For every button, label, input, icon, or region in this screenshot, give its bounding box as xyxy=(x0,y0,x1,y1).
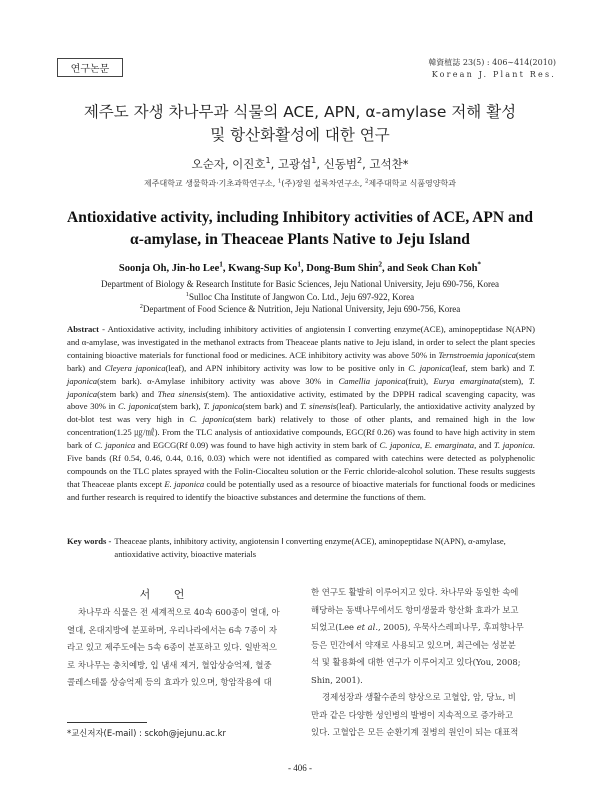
author-kr-1: 오순자, 이진호 xyxy=(191,157,266,171)
body-left-column xyxy=(67,604,292,692)
body-line: 등은 민간에서 약재로 사용되고 있으며, 최근에는 성분분 xyxy=(311,639,516,650)
species-name: C. japonica xyxy=(94,440,136,451)
footnote-rule xyxy=(67,722,147,723)
author-en-3: , Dong-Bum Shin xyxy=(301,263,379,274)
affil-kr-2: (주)장원 설록차연구소, xyxy=(281,179,365,188)
affil-en-line2 xyxy=(20,291,580,304)
abstract-text: - Antioxidative activity, including inhibitory activities of angiotensin I converting enzyme(ACE), aminopeptidase N(APN) and α-amylase, was investigated in the methanol extracts from Theaceae plants native to Jeju island, in order to select the plant species containing bioactive materials for functional food or medicines. ACE inhibitory activity was above 50% in xyxy=(67,324,535,360)
affil-kr-1: 제주대학교 생물학과·기초과학연구소, xyxy=(144,179,278,188)
author-en-2-sup: 1 xyxy=(297,259,301,269)
species-name: Eurya emarginata xyxy=(433,375,500,386)
english-authors xyxy=(0,259,600,274)
abstract-label: Abstract xyxy=(67,324,99,334)
species-name: C. japonica xyxy=(117,401,159,412)
korean-title-line2: 및 항산화활성에 대한 연구 xyxy=(210,126,390,144)
author-kr-2: , 고광섭 xyxy=(270,157,312,171)
corresponding-author-footnote: *교신저자(E-mail) : sckoh@jejunu.ac.kr xyxy=(67,728,226,738)
affil-en-line1: Department of Biology & Research Institute for Basic Sciences, Jeju National University, Jeju 690-756, Korea xyxy=(100,279,500,289)
citation-etal: et al. xyxy=(356,622,379,632)
body-line: 로 차나무는 충치예방, 입 냄새 제거, 혈압상승억제, 혈중 xyxy=(67,659,272,670)
body-line: 해당하는 동백나무에서도 항미생물과 항산화 효과가 보고 xyxy=(311,604,519,615)
affil-en-line3-text: Department of Food Science & Nutrition, Jeju National University, Jeju 690-756, Korea xyxy=(142,304,461,314)
english-title xyxy=(30,207,570,251)
abstract-text: and xyxy=(476,440,494,451)
affil-kr-3: 제주대학교 식품영양학과 xyxy=(368,179,456,188)
abstract-text: (leaf). Particularly, the antioxidative activity analyzed by dot-blot test was very high in xyxy=(67,401,536,425)
species-name: T. sinensis xyxy=(300,401,337,412)
species-name: Thea sinensis xyxy=(157,388,206,399)
journal-name: Korean J. Plant Res. xyxy=(431,70,556,79)
author-kr-3: , 신동범 xyxy=(316,157,357,171)
author-kr-1-sup: 1 xyxy=(265,156,271,166)
author-en-4: , and Seok Chan Koh xyxy=(382,263,478,274)
body-line: 콜레스테롤 상승억제 등의 효과가 있으며, 항암작용에 대 xyxy=(67,677,272,687)
journal-reference xyxy=(428,57,556,81)
author-en-4-sup: * xyxy=(477,259,482,269)
abstract-text: (stem bark) relatively to those of other plants, and remained high in the low concentration(1.25 ㎍/㎖). From the TLC analysis of antioxidative compounds, EGC(Rf 0.26) was found to have high activity in stem bark of xyxy=(67,414,535,451)
body-text: , 2005), 우묵사스레피나무, 후피향나무 xyxy=(378,622,524,632)
abstract-text: (leaf), and APN inhibitory activity was low to be positive only in xyxy=(165,362,409,373)
affil-kr-sup1: 1 xyxy=(277,178,282,185)
species-name: T. japonica. xyxy=(493,440,536,451)
author-kr-4: , 고석찬* xyxy=(362,157,409,171)
author-en-1-sup: 1 xyxy=(219,259,223,269)
body-right-column xyxy=(311,584,536,742)
species-name: C. japonica xyxy=(408,362,450,373)
journal-volume: 韓資植誌 23(5) : 406∼414(2010) xyxy=(428,58,556,67)
abstract-text: (stem). The antioxidative activity, estimated by the DPPH radical scavenging capacity, was above 30% in xyxy=(67,388,535,412)
korean-affiliation xyxy=(0,178,600,189)
body-line: 경제성장과 생활수준의 향상으로 고혈압, 암, 당뇨, 비 xyxy=(322,692,516,702)
abstract-text: (stem bark) and xyxy=(67,349,535,373)
body-line: 열대, 온대지방에 분포하며, 우리나라에서는 6속 7종이 자 xyxy=(67,624,277,635)
section-title: 서 언 xyxy=(139,588,195,601)
abstract-text: (leaf, stem bark) and xyxy=(449,362,529,373)
species-name: Ternstroemia japonica xyxy=(438,349,516,360)
author-en-3-sup: 2 xyxy=(378,259,382,269)
abstract-text: (stem bark), xyxy=(158,401,204,412)
body-text: 되었고(Lee xyxy=(311,622,357,632)
abstract-text: (stem), xyxy=(499,375,529,386)
abstract-text: could be potentially used as a resource of bioactive materials for functional foods or medicines and further research is required to identify the bioactive substances and determine the functions of them. xyxy=(67,478,535,502)
affil-en-line3 xyxy=(20,303,580,316)
species-name: C. japonica xyxy=(189,414,233,425)
species-name: T. japonica xyxy=(67,375,535,399)
abstract xyxy=(67,323,535,504)
abstract-text: (stem bark). α-Amylase inhibitory activity was above 30% in xyxy=(97,375,339,386)
abstract-text: (stem bark) and xyxy=(97,388,158,399)
author-kr-3-sup: 2 xyxy=(356,156,363,166)
keywords-label: Key words - xyxy=(67,536,112,546)
keywords xyxy=(67,535,537,560)
abstract-text: (stem bark) and xyxy=(242,401,301,412)
abstract-text: and EGCG(Rf 0.09) was found to have high activity in stem bark of xyxy=(135,440,380,451)
category-tag: 연구논문 xyxy=(57,58,123,77)
affil-en-sup1: 1 xyxy=(185,290,189,298)
species-name: C. japonica, E. emarginata, xyxy=(379,440,477,451)
keywords-text: Theaceae plants, inhibitory activity, angiotensin Ⅰ converting enzyme(ACE), aminopeptidase N(APN), α-amylase, antioxidative activity, bioactive materials xyxy=(114,536,506,559)
affil-en-sup2: 2 xyxy=(139,303,143,310)
body-line: 한 연구도 활발히 이루어지고 있다. 차나무와 동일한 속에 xyxy=(311,587,519,597)
page-number: - 406 - xyxy=(288,763,312,773)
species-name: E. japonica xyxy=(164,478,205,489)
body-line: Shin, 2001). xyxy=(311,674,363,685)
species-name: Camellia japonica xyxy=(338,375,406,386)
korean-title-line1: 제주도 자생 차나무과 식물의 ACE, APN, α-amylase 저해 활성 xyxy=(83,103,517,121)
author-en-1: Soonja Oh, Jin-ho Lee xyxy=(118,263,220,274)
korean-title xyxy=(40,101,560,147)
body-line: 차나무과 식물은 전 세계적으로 40속 600종이 열대, 아 xyxy=(78,607,280,617)
species-name: T. japonica xyxy=(67,362,535,386)
affil-kr-sup2: 2 xyxy=(364,178,369,185)
species-name: T. japonica xyxy=(203,401,243,412)
body-line: 만과 같은 다양한 성인병의 발병이 지속적으로 증가하고 xyxy=(311,709,514,720)
affil-en-line2-text: Sulloc Cha Institute of Jangwon Co. Ltd., Jeju 697-922, Korea xyxy=(188,291,415,302)
body-line: 석 및 활용화에 대한 연구가 이루어지고 있다(You, 2008; xyxy=(311,657,521,667)
abstract-text: Five bands (Rf 0.54, 0.46, 0.44, 0.16, 0.03) which were not identified as compared with catechins were detected as polyphenolic compounds on the TLC plates sprayed with the Folin-Ciocalteu solution or the Ferric chloride-alcohol solution. These results suggests that Theaceae plants except xyxy=(67,453,535,489)
english-affiliation xyxy=(20,278,580,316)
english-title-line1: Antioxidative activity, including Inhibitory activities of ACE, APN and xyxy=(67,209,533,226)
abstract-text: (fruit), xyxy=(405,375,434,386)
body-line xyxy=(311,619,536,637)
species-name: Cleyera japonica xyxy=(104,362,166,373)
body-line: 있다. 고혈압은 모든 순환기계 질병의 원인이 되는 대표적 xyxy=(311,727,519,737)
author-en-2: , Kwang-Sup Ko xyxy=(222,263,298,274)
body-line: 라고 있고 제주도에는 5속 6종이 분포하고 있다. 일반적으 xyxy=(67,642,277,652)
english-title-line2: α-amylase, in Theaceae Plants Native to Jeju Island xyxy=(130,231,470,248)
korean-authors xyxy=(0,156,600,172)
author-kr-2-sup: 1 xyxy=(311,156,317,166)
